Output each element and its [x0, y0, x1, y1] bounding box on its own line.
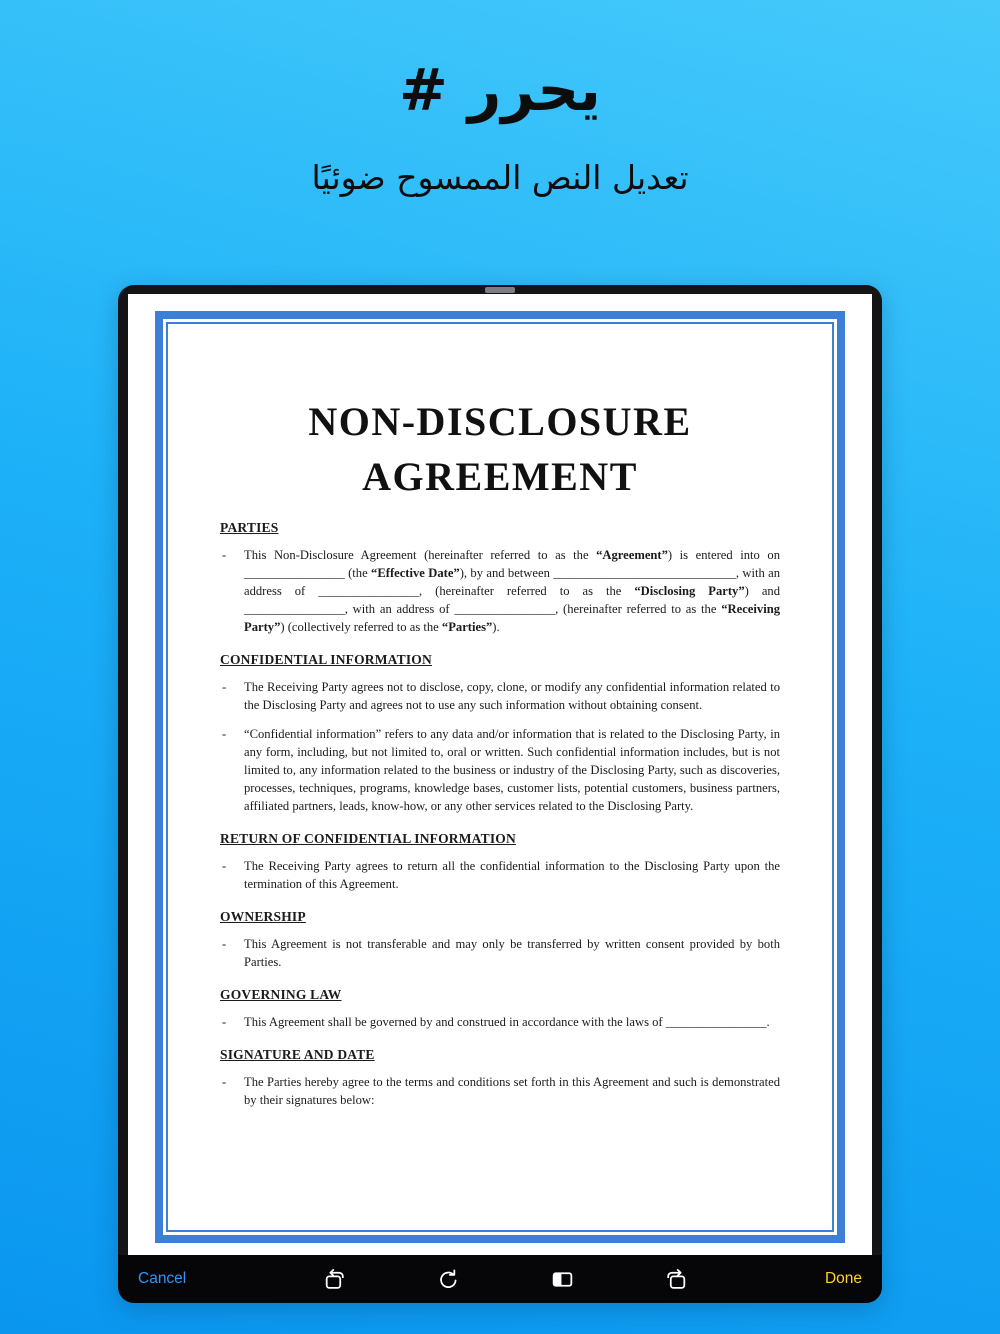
document-title-line1: NON-DISCLOSURE — [308, 399, 692, 444]
section-heading: OWNERSHIP — [220, 909, 306, 924]
bullet-item — [220, 678, 780, 714]
filter-button[interactable] — [547, 1264, 578, 1295]
bullet-text: This Agreement is not transferable and may only be transferred by written consent provided by both Parties. — [244, 937, 780, 969]
document-section — [220, 909, 780, 971]
page-subtitle: تعديل النص الممسوح ضوئيًا — [311, 158, 689, 197]
cancel-button[interactable]: Cancel — [132, 1264, 192, 1294]
document-section — [220, 652, 780, 815]
done-button[interactable]: Done — [819, 1264, 868, 1294]
rotate-left-icon — [322, 1267, 347, 1292]
retake-icon — [436, 1267, 461, 1292]
page-peek — [485, 287, 515, 293]
bullet-text: This Non-Disclosure Agreement (hereinafter referred to as the “Agreement”) is entered into on ________________ (the “Effective Date”), by and between _____________________________, with an address of ________________, (hereinafter referred to as the “Disclosing Party”) and ________________, with an address of ________________, (hereinafter referred to as the “Receiving Party”) (collectively referred to as the “Parties”). — [244, 548, 780, 634]
bullet-dash: - — [222, 1015, 227, 1029]
bullet-dash: - — [222, 859, 227, 873]
document-section — [220, 987, 780, 1031]
document-section — [220, 520, 780, 636]
bullet-text: The Receiving Party agrees not to disclose, copy, clone, or modify any confidential information related to the Disclosing Party and agrees not to use any such information without obtaining consent. — [244, 680, 780, 712]
section-heading: GOVERNING LAW — [220, 987, 342, 1002]
bullet-item — [220, 935, 780, 971]
bullet-dash: - — [222, 680, 227, 694]
retake-button[interactable] — [433, 1264, 464, 1295]
section-heading: RETURN OF CONFIDENTIAL INFORMATION — [220, 831, 516, 846]
section-heading: SIGNATURE AND DATE — [220, 1047, 375, 1062]
bullet-text: The Receiving Party agrees to return all the confidential information to the Disclosing Party upon the termination of this Agreement. — [244, 859, 780, 891]
bullet-dash: - — [222, 937, 227, 951]
document-section — [220, 1047, 780, 1109]
rotate-right-button[interactable] — [661, 1264, 692, 1295]
bullet-text: This Agreement shall be governed by and construed in accordance with the laws of ________________. — [244, 1015, 770, 1029]
filter-icon — [550, 1267, 575, 1292]
bullet-dash: - — [222, 727, 227, 741]
document-inner-frame — [166, 322, 834, 1232]
bullet-item — [220, 1073, 780, 1109]
document-section — [220, 831, 780, 893]
toolbar-icons — [236, 1264, 775, 1295]
document-page — [128, 294, 872, 1255]
page-title: # يحرر — [399, 56, 601, 124]
document-sections — [220, 520, 780, 1109]
bullet-text: The Parties hereby agree to the terms and conditions set forth in this Agreement and such is demonstrated by their signatures below: — [244, 1075, 780, 1107]
edit-toolbar — [118, 1255, 882, 1303]
section-heading: CONFIDENTIAL INFORMATION — [220, 652, 432, 667]
section-heading: PARTIES — [220, 520, 279, 535]
bullet-item — [220, 725, 780, 815]
bullet-item — [220, 857, 780, 893]
bullet-dash: - — [222, 1075, 227, 1089]
bullet-dash: - — [222, 548, 227, 562]
bullet-text: “Confidential information” refers to any data and/or information that is related to the Disclosing Party, in any form, including, but not limited to, oral or written. Such confidential information includes, but is not limited to, any information related to the business or industry of the Disclosing Party, such as discoveries, processes, techniques, programs, knowledge bases, customer lists, potential customers, business partners, affiliated partners, leads, know-how, or any other services related to the Disclosing Party. — [244, 727, 780, 813]
bullet-item — [220, 1013, 780, 1031]
document-content — [168, 324, 832, 1230]
scanner-edit-view — [118, 285, 882, 1303]
document-border-frame — [155, 311, 845, 1243]
rotate-right-icon — [664, 1267, 689, 1292]
bullet-item — [220, 546, 780, 636]
hero-header — [0, 0, 1000, 197]
document-title — [220, 394, 780, 504]
document-title-line2: AGREEMENT — [362, 454, 638, 499]
rotate-left-button[interactable] — [319, 1264, 350, 1295]
